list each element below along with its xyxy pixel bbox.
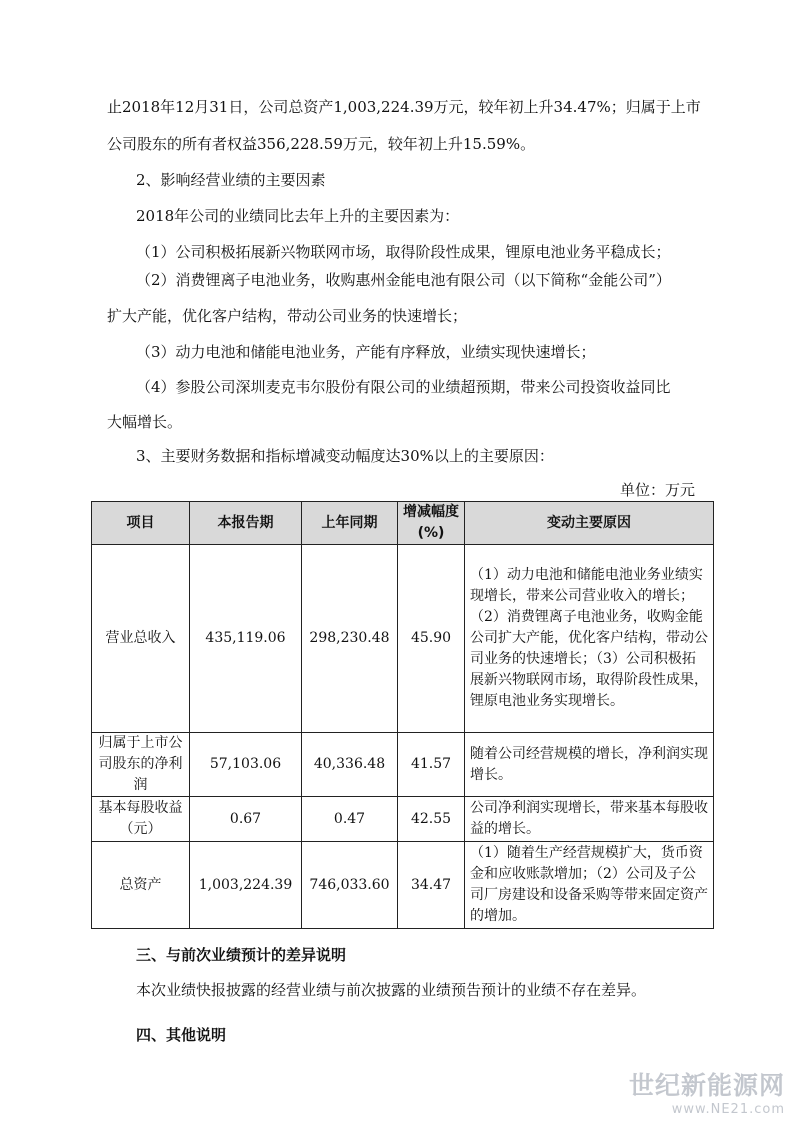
- cell-item: 归属于上市公司股东的净利润: [92, 733, 190, 797]
- cell-current: 435,119.06: [190, 545, 302, 733]
- cell-change: 45.90: [398, 545, 465, 733]
- table-header-row: [92, 502, 714, 545]
- watermark-url: www.NE21.com: [671, 1102, 785, 1117]
- table-row: [92, 733, 714, 797]
- factor-item-2: （2）消费锂离子电池业务，收购惠州金能电池有限公司（以下简称“金能公司”）: [136, 271, 671, 289]
- cell-previous: 40,336.48: [302, 733, 398, 797]
- table-row: [92, 797, 714, 842]
- cell-change: 42.55: [398, 797, 465, 842]
- subheading-reasons: 3、主要财务数据和指标增减变动幅度达30%以上的主要原因：: [136, 447, 554, 465]
- paragraph-line-1: 止2018年12月31日，公司总资产1,003,224.39万元，较年初上升34.47%；归属于上市: [107, 98, 701, 116]
- cell-current: 57,103.06: [190, 733, 302, 797]
- header-reason: 变动主要原因: [465, 502, 714, 545]
- factor-item-3: （3）动力电池和储能电池业务，产能有序释放，业绩实现快速增长；: [136, 343, 596, 361]
- cell-reason: 公司净利润实现增长，带来基本每股收益的增长。: [465, 797, 714, 842]
- cell-previous: 746,033.60: [302, 842, 398, 929]
- table-row: [92, 545, 714, 733]
- factor-item-1: （1）公司积极拓展新兴物联网市场，取得阶段性成果，锂原电池业务平稳成长；: [136, 243, 671, 261]
- factor-item-4: （4）参股公司深圳麦克韦尔股份有限公司的业绩超预期，带来公司投资收益同比: [136, 378, 671, 396]
- cell-current: 0.67: [190, 797, 302, 842]
- watermark: [629, 1066, 785, 1117]
- paragraph-line-4: 2018年公司的业绩同比去年上升的主要因素为：: [136, 207, 460, 225]
- financial-table: [91, 501, 714, 929]
- unit-label: 单位：万元: [620, 481, 696, 499]
- header-change: 增减幅度(%): [398, 502, 465, 545]
- cell-reason: 随着公司经营规模的增长，净利润实现增长。: [465, 733, 714, 797]
- factor-item-2-cont: 扩大产能，优化客户结构，带动公司业务的快速增长；: [107, 307, 468, 325]
- cell-item: 营业总收入: [92, 545, 190, 733]
- cell-item: 基本每股收益（元）: [92, 797, 190, 842]
- cell-item: 总资产: [92, 842, 190, 929]
- watermark-title: 世纪新能源网: [628, 1071, 785, 1100]
- section-4-title: 四、其他说明: [136, 1026, 227, 1044]
- header-item: 项目: [92, 502, 190, 545]
- header-previous: 上年同期: [302, 502, 398, 545]
- header-current: 本报告期: [190, 502, 302, 545]
- paragraph-line-2: 公司股东的所有者权益356,228.59万元，较年初上升15.59%。: [107, 135, 536, 153]
- section-3-text: 本次业绩快报披露的经营业绩与前次披露的业绩预告预计的业绩不存在差异。: [136, 981, 647, 999]
- table-row: [92, 842, 714, 929]
- section-3-title: 三、与前次业绩预计的差异说明: [136, 946, 347, 964]
- cell-reason: （1）动力电池和储能电池业务业绩实现增长，带来公司营业收入的增长；（2）消费锂离子电池业务，收购金能公司扩大产能，优化客户结构，带动公司业务的快速增长；（3）公司积极拓展新兴物联网市场，取得阶段性成果，锂原电池业务实现增长。: [465, 545, 714, 733]
- subheading-factors: 2、影响经营业绩的主要因素: [136, 171, 326, 189]
- cell-change: 34.47: [398, 842, 465, 929]
- factor-item-4-cont: 大幅增长。: [107, 413, 183, 431]
- cell-change: 41.57: [398, 733, 465, 797]
- cell-current: 1,003,224.39: [190, 842, 302, 929]
- cell-previous: 0.47: [302, 797, 398, 842]
- cell-previous: 298,230.48: [302, 545, 398, 733]
- cell-reason: （1）随着生产经营规模扩大，货币资金和应收账款增加；（2）公司及子公司厂房建设和设备采购等带来固定资产的增加。: [465, 842, 714, 929]
